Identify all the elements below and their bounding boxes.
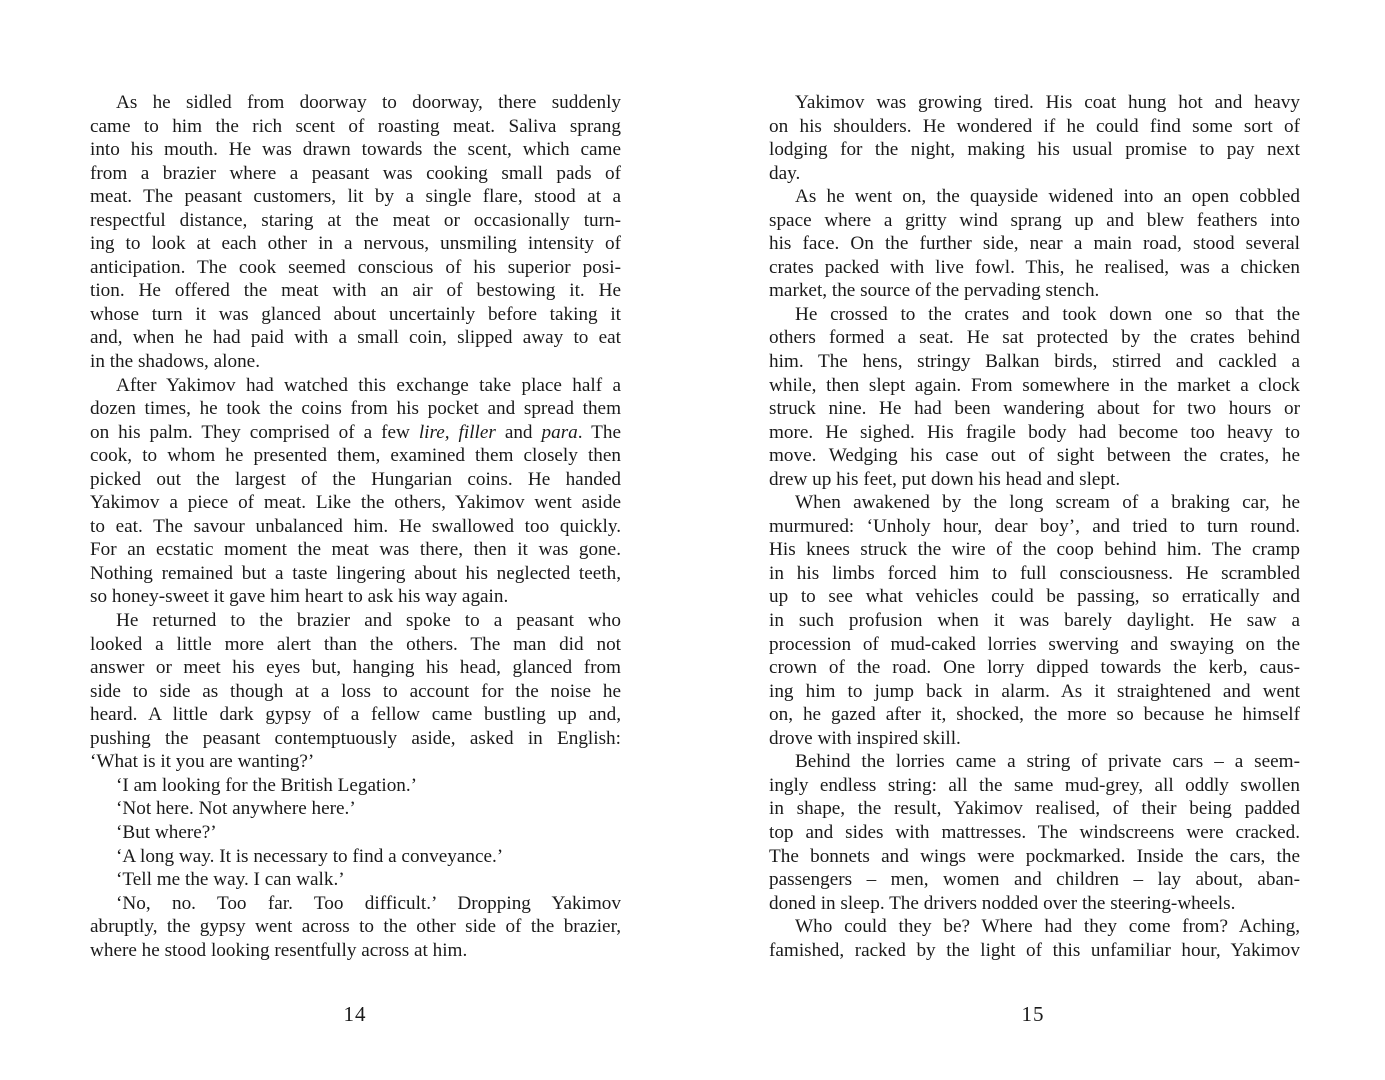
right-page-text [769,91,1300,962]
text-line: ‘I am looking for the British Legation.’ [116,774,418,796]
text-line: anticipation. The cook seemed conscious of his superior posi- [90,256,621,278]
text-line: He returned to the brazier and spoke to a peasant who [116,610,621,632]
text-line: crates packed with live fowl. This, he realised, was a chicken [769,256,1300,278]
text-line: came to him the rich scent of roasting meat. Saliva sprang [90,115,621,137]
text-line: Yakimov was growing tired. His coat hung hot and heavy [795,92,1300,113]
text-line: ingly endless string: all the same mud-grey, all oddly swollen [769,774,1300,796]
text-line: so honey-sweet it gave him heart to ask his way again. [90,586,509,608]
text-line: his face. On the further side, near a main road, stood several [769,233,1300,255]
text-line: ‘But where?’ [116,821,217,843]
text-line: ing him to jump back in alarm. As it straightened and went [769,680,1300,702]
text-line: tion. He offered the meat with an air of bestowing it. He [90,280,621,302]
text-line: respectful distance, staring at the meat or occasionally turn- [90,209,621,231]
text-line: meat. The peasant customers, lit by a single flare, stood at a [90,186,621,208]
text-line: into his mouth. He was drawn towards the scent, which came [90,139,621,161]
text-line: and, when he had paid with a small coin, slipped away to eat [90,327,621,349]
text-line: Who could they be? Where had they come from? Aching, [795,916,1300,938]
text-line: ‘A long way. It is necessary to find a conveyance.’ [116,845,504,867]
text-line: on his shoulders. He wondered if he could find some sort of [769,115,1300,137]
text-line: others formed a seat. He sat protected by the crates behind [769,327,1300,349]
text-line: drew up his feet, put down his head and slept. [769,468,1121,490]
text-line: ‘Tell me the way. I can walk.’ [116,869,345,891]
text-line: in his limbs forced him to full consciousness. He scrambled [769,562,1300,584]
text-line: After Yakimov had watched this exchange take place half a [116,374,621,396]
text-line: answer or meet his eyes but, hanging his head, glanced from [90,657,621,679]
text-line: whose turn it was glanced about uncertainly before taking it [90,303,621,325]
text-line: famished, racked by the light of this unfamiliar hour, Yakimov [769,939,1300,961]
text-line: in such profusion when it was barely daylight. He saw a [769,610,1300,632]
text-line: up to see what vehicles could be passing, so erratically and [769,586,1300,608]
text-line: top and sides with mattresses. The windscreens were cracked. [769,821,1300,843]
text-line: heard. A little dark gypsy of a fellow came bustling up and, [90,704,621,726]
text-line: The bonnets and wings were pockmarked. Inside the cars, the [769,845,1300,867]
text-line: day. [769,162,801,184]
text-line: cook, to whom he presented them, examined them closely then [90,445,621,467]
text-line: abruptly, the gypsy went across to the other side of the brazier, [90,916,621,938]
text-line: Nothing remained but a taste lingering about his neglected teeth, [90,562,621,584]
text-line: lodging for the night, making his usual promise to pay next [769,139,1300,161]
text-line: His knees struck the wire of the coop behind him. The cramp [769,539,1300,561]
text-line: Yakimov a piece of meat. Like the others, Yakimov went aside [90,492,621,514]
text-line: As he went on, the quayside widened into an open cobbled [795,186,1300,208]
text-line: doned in sleep. The drivers nodded over the steering-wheels. [769,892,1236,914]
text-line: When awakened by the long scream of a braking car, he [795,492,1300,514]
text-line: on his palm. They comprised of a few lire, filler and para. The [90,421,621,443]
left-page-text [90,91,621,962]
text-line: from a brazier where a peasant was cooking small pads of [90,162,621,184]
text-line: while, then slept again. From somewhere in the market a clock [769,374,1300,396]
text-line: space where a gritty wind sprang up and blew feathers into [769,209,1300,231]
text-line: ‘No, no. Too far. Too difficult.’ Dropping Yakimov [116,892,621,914]
left-page-number: 14 [343,1002,367,1026]
text-line: in shape, the result, Yakimov realised, of their being padded [769,798,1300,820]
text-line: ing to look at each other in a nervous, unsmiling intensity of [90,233,621,255]
text-line: more. He sighed. His fragile body had become too heavy to [769,421,1300,443]
text-line: ‘What is it you are wanting?’ [90,751,315,773]
text-line: passengers – men, women and children – lay about, aban- [769,869,1300,891]
text-line: on, he gazed after it, shocked, the more so because he himself [769,704,1300,726]
text-line: market, the source of the pervading stench. [769,280,1100,302]
text-line: He crossed to the crates and took down one so that the [795,303,1300,325]
text-line: picked out the largest of the Hungarian coins. He handed [90,468,621,490]
text-line: crown of the road. One lorry dipped towards the kerb, caus- [769,657,1300,679]
text-line: Behind the lorries came a string of private cars – a seem- [795,751,1300,773]
text-line: murmured: ‘Unholy hour, dear boy’, and tried to turn round. [769,515,1300,537]
text-line: struck nine. He had been wandering about for two hours or [769,398,1300,420]
text-line: drove with inspired skill. [769,727,961,749]
text-line: pushing the peasant contemptuously aside, asked in English: [90,727,621,749]
text-line: move. Wedging his case out of sight between the crates, he [769,445,1300,467]
right-page-number: 15 [1021,1002,1045,1026]
text-line: looked a little more alert than the others. The man did not [90,633,621,655]
text-line: procession of mud-caked lorries swerving and swaying on the [769,633,1300,655]
text-line: For an ecstatic moment the meat was there, then it was gone. [90,539,621,561]
text-line: him. The hens, stringy Balkan birds, stirred and cackled a [769,351,1300,373]
text-line: dozen times, he took the coins from his pocket and spread them [90,398,621,420]
text-line: where he stood looking resentfully across at him. [90,939,468,961]
text-line: to eat. The savour unbalanced him. He swallowed too quickly. [90,515,621,537]
text-line: side to side as though at a loss to account for the noise he [90,680,621,702]
text-line: ‘Not here. Not anywhere here.’ [116,798,356,820]
text-line: in the shadows, alone. [90,351,260,373]
text-line: As he sidled from doorway to doorway, there suddenly [116,92,621,113]
